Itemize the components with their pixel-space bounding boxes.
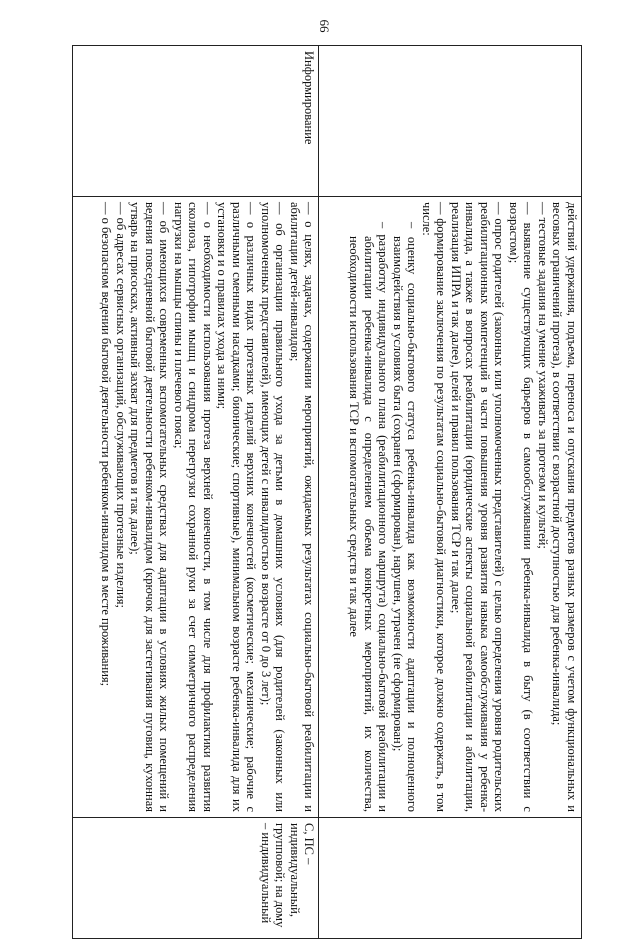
table-row (319, 46, 582, 939)
row2-content-cell (73, 197, 319, 818)
rotated-document-table (72, 45, 582, 928)
list-item: — о различных видах протезных изделий верхних конечностей (косметические; механические; рабочие с различными сменными насадками; бионические; спортивные), минимальном возрасте ребенка-инвалида для их установки и о правилах ухода за ними; (215, 202, 259, 812)
row1-label-cell (319, 46, 582, 197)
rehabilitation-table (72, 45, 582, 939)
sub-list-item: – разработку индивидуального плана (реабилитационного маршрута) социально-бытовой реабилитации и абилитации ребенка-инвалида с определением объема конкретных мероприятий, их количества, необходимости использования ТСР и вспомогательных средств и так далее (347, 222, 391, 812)
list-item: — об адресах сервисных организаций, обслуживающих протезные изделия; (113, 202, 128, 608)
list-item: действий удержания, подъема, переноса и опускания предметов разных размеров с учетом функциональных и весовых ограничений протеза), в соответствии с возрастной доступностью для ребенка-инвалида; (550, 202, 579, 812)
list-item: — об организации правильного ухода за детьми в домашних условиях (для родителей (законных или уполномоченных представителей), имеющих детей с инвалидностью в возрасте от 0 до 3 лет); (258, 202, 288, 812)
row2-label-cell: Информирование (73, 46, 319, 197)
row1-content-cell (319, 197, 582, 818)
list-item: — о целях, задачах, содержании мероприятий, ожидаемых результатах социально-бытовой реабилитации и абилитации детей-инвалидов; (287, 202, 317, 812)
sub-list-item: – оценку социально-бытового статуса ребенка-инвалида как возможности адаптации и полноценного взаимодействия в условиях быта (сохранен (сформирован), нарушен, утрачен (не сформирован); (391, 222, 420, 812)
list-item: — тестовые задания на умение ухаживать за протезом и культей; (536, 202, 550, 549)
list-item: — опрос родителей (законных или уполномоченных представителей) с целью определения уровня родительских реабилитационных компетенций в части повышения уровня развития навыка самообслуживания у ребенка-инвалида, а также в вопросах реабилитации (юридические аспекты социальной реабилитации и абилитации, реализация ИПРА и так далее), целей и правил пользования ТСР и так далее; (449, 202, 507, 812)
list-item: — о безопасном ведении бытовой деятельности ребенком-инвалидом в месте проживания; (99, 202, 114, 687)
table-row (73, 46, 319, 939)
row2-form-cell: С, ПС – индивидуальный, групповой; на дому – индивидуальный (73, 818, 319, 939)
list-item: — о необходимости использования протеза верхней конечности, в том числе для профилактики развития сколиоза, гипотрофии мышц и синдрома перегрузки сохранной руки за счет симметричного распределения нагрузки на мышцы спины и плечевого пояса; (171, 202, 215, 812)
row1-form-cell (319, 818, 582, 939)
list-item: — выявление существующих барьеров в самообслуживании ребенка-инвалида в быту (в соответствии с возрастом); (507, 202, 536, 812)
list-item: — формирование заключения по результатам социально-бытовой диагностики, которое должно содержать, в том числе: (420, 202, 449, 812)
list-item: — об имеющихся современных вспомогательных средствах для адаптации в условиях жилых помещений и ведения повседневной бытовой деятельности ребенком-инвалидом (крючок для застегивания пуговиц, кухонная утварь на присосках, активный захват для предметов и так далее); (128, 202, 172, 812)
page-number: 66 (317, 19, 332, 33)
